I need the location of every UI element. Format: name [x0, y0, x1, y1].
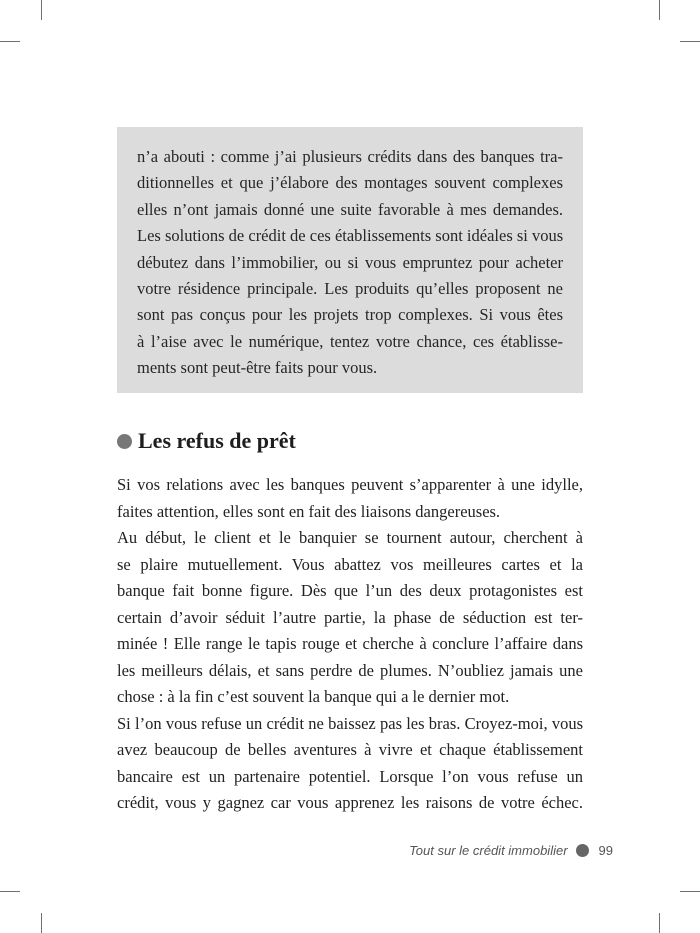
body-line: avez beaucoup de belles aventures à vivre et chaque établissement — [117, 740, 583, 759]
body-line: minée ! Elle range le tapis rouge et cherche à conclure l’affaire dans — [117, 634, 583, 653]
footer-dot-icon — [576, 844, 589, 857]
body-line: Si vos relations avec les banques peuvent s’apparenter à une idylle, — [117, 475, 583, 494]
body-line: faites attention, elles sont en fait des liaisons dangereuses. — [117, 501, 501, 521]
quote-line: n’a abouti : comme j’ai plusieurs crédits dans des banques tra- — [137, 147, 563, 166]
quote-line: Les solutions de crédit de ces établissements sont idéales si vous — [137, 226, 564, 246]
quote-line: ments sont peut-être faits pour vous. — [137, 358, 378, 378]
crop-mark-left-bottom — [0, 891, 20, 892]
shaded-quote-box — [117, 127, 583, 393]
body-line: Si l’on vous refuse un crédit ne baissez pas les bras. Croyez-moi, vous — [117, 713, 583, 733]
crop-mark-top-left — [41, 0, 42, 20]
body-line: crédit, vous y gagnez car vous apprenez les raisons de votre échec. — [117, 793, 583, 812]
crop-mark-bottom-right — [659, 913, 660, 933]
section-title: Les refus de prêt — [138, 428, 296, 453]
body-line: certain d’avoir séduit l’autre partie, la phase de séduction est ter- — [117, 607, 583, 627]
quote-line: à l’aise avec le numérique, tentez votre chance, ces établisse- — [137, 331, 563, 351]
body-line: banque fait bonne figure. Dès que l’un des deux protagonistes est — [117, 581, 583, 600]
body-line: se plaire mutuellement. Vous abattez vos meilleures cartes et la — [117, 554, 583, 574]
crop-mark-right-top — [680, 41, 700, 42]
quote-line: ditionnelles et que j’élabore des montages souvent complexes — [137, 173, 563, 193]
crop-mark-right-bottom — [680, 891, 700, 892]
crop-mark-left-top — [0, 41, 20, 42]
running-book-title: Tout sur le crédit immobilier — [409, 842, 568, 858]
crop-mark-top-right — [659, 0, 660, 20]
quote-line: sont pas conçus pour les projets trop complexes. Si vous êtes — [137, 305, 563, 325]
bullet-dot-icon — [117, 434, 132, 449]
quote-line: débutez dans l’immobilier, ou si vous empruntez pour acheter — [137, 252, 563, 272]
quote-paragraph — [137, 144, 563, 382]
section-heading — [117, 425, 296, 457]
page-number: 99 — [598, 842, 613, 858]
body-line: chose : à la fin c’est souvent la banque qui a le dernier mot. — [117, 687, 510, 706]
body-line: bancaire est un partenaire potentiel. Lorsque l’on vous refuse un — [117, 766, 583, 786]
crop-mark-bottom-left — [41, 913, 42, 933]
body-text — [117, 472, 583, 817]
quote-line: votre résidence principale. Les produits qu’elles proposent ne — [137, 279, 563, 299]
quote-line: elles n’ont jamais donné une suite favorable à mes demandes. — [137, 199, 563, 219]
body-line: Au début, le client et le banquier se tournent autour, cherchent à — [117, 528, 583, 547]
body-line: les meilleurs délais, et sans perdre de plumes. N’oubliez jamais une — [117, 660, 583, 680]
page-footer — [409, 840, 613, 860]
